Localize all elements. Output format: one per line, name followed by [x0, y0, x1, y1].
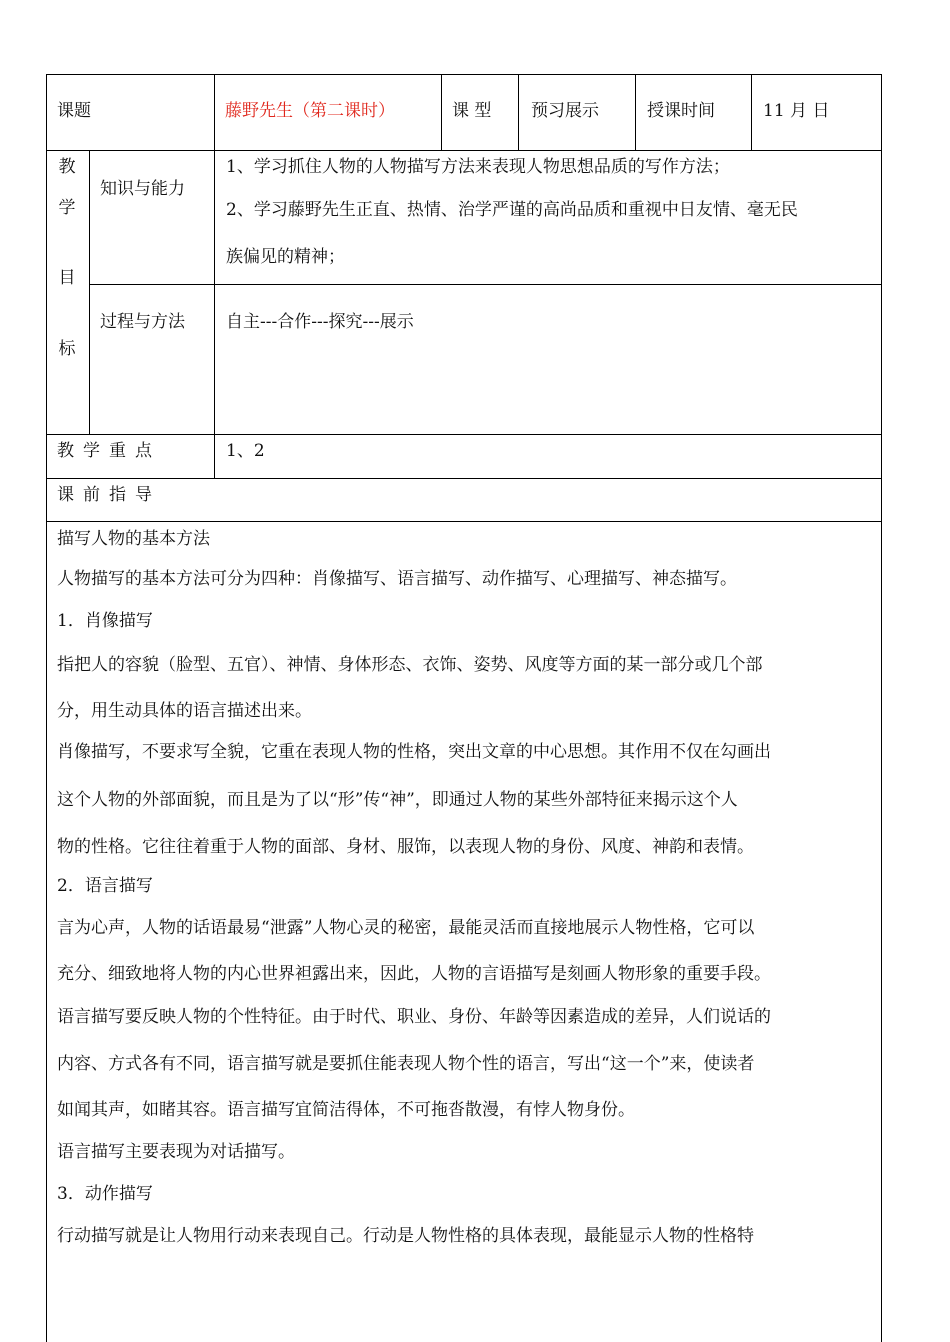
content-line: 肖像描写，不要求写全貌，它重在表现人物的性格，突出文章的中心思想。其作用不仅在勾画出 — [57, 742, 771, 762]
row-divider-content — [46, 521, 882, 522]
content-line: 1．肖像描写 — [57, 611, 153, 631]
knowledge-line: 族偏见的精神； — [226, 247, 345, 267]
content-line: 3．动作描写 — [57, 1184, 153, 1204]
focus-label: 教学重点 — [57, 441, 161, 461]
lesson-title: 藤野先生（第二课时） — [225, 101, 395, 121]
content-line: 分，用生动具体的语言描述出来。 — [57, 701, 312, 721]
content-line: 充分、细致地将人物的内心世界袒露出来，因此，人物的言语描写是刻画人物形象的重要手段。 — [57, 964, 771, 984]
col-divider-objective-label — [89, 150, 90, 435]
col-divider-date — [751, 74, 752, 151]
content-line: 语言描写要反映人物的个性特征。由于时代、职业、身份、年龄等因素造成的差异，人们说话的 — [57, 1007, 771, 1027]
topic-label: 课题 — [57, 101, 91, 121]
row-divider-focus — [46, 434, 882, 435]
col-divider-main — [214, 74, 215, 479]
content-line: 语言描写主要表现为对话描写。 — [57, 1142, 295, 1162]
content-line: 描写人物的基本方法 — [57, 529, 210, 549]
objectives-label-char: 目 — [58, 268, 76, 288]
table-border-top — [46, 74, 882, 75]
lesson-time-label: 授课时间 — [647, 101, 715, 121]
focus-value: 1、2 — [226, 441, 265, 461]
col-divider-type — [518, 74, 519, 151]
row-divider-header — [46, 150, 882, 151]
content-line: 指把人的容貌（脸型、五官）、神情、身体形态、衣饰、姿势、风度等方面的某一部分或几个部 — [57, 655, 763, 675]
row-divider-objectives — [89, 284, 882, 285]
lesson-type-value: 预习展示 — [531, 101, 599, 121]
objectives-label-char: 学 — [58, 198, 76, 218]
process-label: 过程与方法 — [100, 312, 185, 332]
knowledge-line: 2、学习藤野先生正直、热情、治学严谨的高尚品质和重视中日友情、毫无民 — [226, 200, 798, 220]
lesson-type-label: 课 型 — [452, 101, 492, 121]
guide-label: 课前指导 — [57, 485, 161, 505]
content-line: 言为心声，人物的话语最易“泄露”人物心灵的秘密，最能灵活而直接地展示人物性格，它可以 — [57, 918, 755, 938]
content-line: 行动描写就是让人物用行动来表现自己。行动是人物性格的具体表现，最能显示人物的性格特 — [57, 1226, 754, 1246]
objectives-label-char: 教 — [58, 157, 76, 177]
process-text: 自主---合作---探究---展示 — [226, 312, 414, 332]
objectives-label-char: 标 — [58, 339, 76, 359]
content-line: 这个人物的外部面貌，而且是为了以“形”传“神”，即通过人物的某些外部特征来揭示这个人 — [57, 790, 738, 810]
content-line: 2．语言描写 — [57, 876, 153, 896]
knowledge-line: 1、学习抓住人物的人物描写方法来表现人物思想品质的写作方法； — [226, 157, 730, 177]
table-border-left — [46, 74, 47, 1342]
table-border-right — [881, 74, 882, 1342]
row-divider-guide — [46, 478, 882, 479]
content-line: 人物描写的基本方法可分为四种：肖像描写、语言描写、动作描写、心理描写、神态描写。 — [57, 569, 737, 589]
knowledge-label: 知识与能力 — [100, 179, 185, 199]
col-divider-time-label — [635, 74, 636, 151]
col-divider-type-label — [441, 74, 442, 151]
content-line: 如闻其声，如睹其容。语言描写宜简洁得体，不可拖沓散漫，有悖人物身份。 — [57, 1100, 635, 1120]
content-line: 物的性格。它往往着重于人物的面部、身材、服饰，以表现人物的身份、风度、神韵和表情。 — [57, 837, 754, 857]
lesson-date: 11 月 日 — [763, 101, 830, 121]
content-line: 内容、方式各有不同，语言描写就是要抓住能表现人物个性的语言，写出“这一个”来，使读者 — [57, 1054, 755, 1074]
